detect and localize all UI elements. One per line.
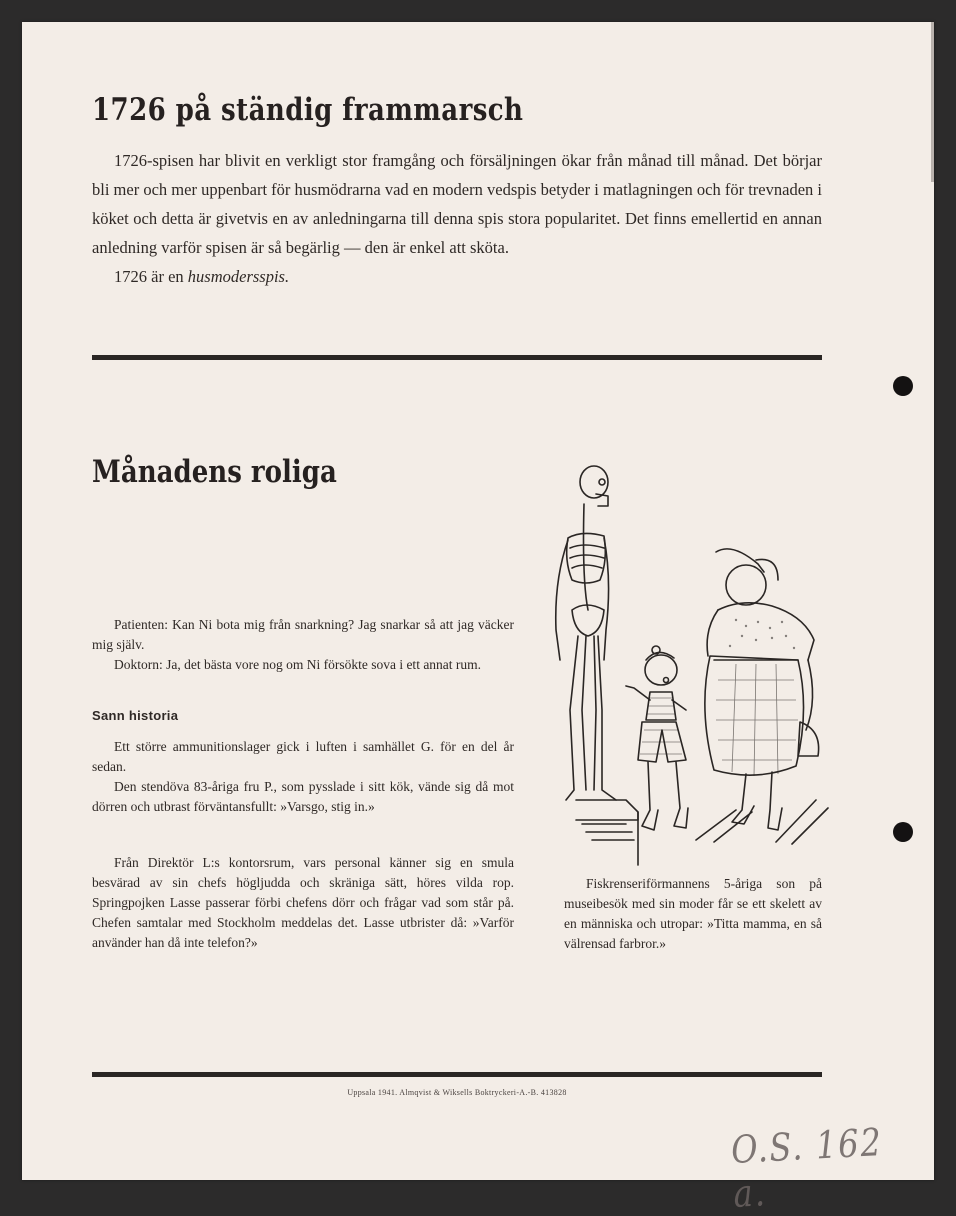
punch-hole-lower: [893, 822, 913, 842]
story-director-text: Från Direktör L:s kontorsrum, vars personal känner sig en smula besvärad av sin chefs högljudda och skräniga sätt, höres vilda rop. Springpojken Lasse passerar förbi chefens dörr och frågar vad som står på. Chefen samtalar med Stockholm meddelas det. Lasse utbrister då: »Varför använder han då inte telefon?»: [92, 855, 514, 950]
page-edge-shadow: [931, 22, 934, 182]
punch-hole-upper: [893, 376, 913, 396]
illustration-caption: [564, 874, 822, 954]
handwritten-archive-note: O.S. 162 a.: [730, 1120, 884, 1216]
story-ammunition-line2: Den stendöva 83-åriga fru P., som pysslade i sitt kök, vände sig då mot dörren och utbrast förväntansfullt: »Varsgo, stig in.»: [92, 779, 514, 814]
printer-imprint: Uppsala 1941. Almqvist & Wiksells Boktryckeri-A.-B. 413828: [347, 1088, 567, 1097]
subheading-true-story: Sann historia: [92, 708, 179, 723]
story-ammunition-line1: Ett större ammunitionslager gick i luften i samhället G. för en del år sedan.: [92, 739, 514, 774]
section-title-jokes: Månadens roliga: [92, 454, 337, 490]
story-director: [92, 853, 514, 953]
section-title-1726: 1726 på ständig frammarsch: [92, 92, 524, 128]
divider-rule-bottom: [92, 1072, 822, 1077]
story-ammunition: [92, 737, 514, 817]
intro-tagline: [92, 262, 822, 291]
caption-text: Fiskrenseriförmannens 5-åriga son på museibesök med sin moder får se ett skelett av en människa och utropar: »Titta mamma, en så välrensad farbror.»: [564, 876, 822, 951]
skeleton-cartoon-illustration: [546, 460, 832, 870]
joke-patient: [92, 615, 514, 675]
divider-rule-top: [92, 355, 822, 360]
tagline-emphasis: husmodersspis.: [187, 267, 290, 286]
tagline-prefix: 1726 är en: [114, 267, 188, 286]
intro-paragraph: 1726-spisen har blivit en verkligt stor framgång och försäljningen ökar från månad till månad. Det börjar bli mer och mer uppenbart för husmödrarna vad en modern vedspis betyder i matlagningen och för trevnaden i köket och detta är givetvis en av anledningarna till denna spis stora popularitet. Det finns emellertid en annan anledning varför spisen är så begärlig — den är enkel att sköta.: [92, 151, 822, 257]
joke-doctor-line: Doktorn: Ja, det bästa vore nog om Ni försökte sova i ett annat rum.: [114, 657, 482, 672]
joke-patient-line: Patienten: Kan Ni bota mig från snarkning? Jag snarkar så att jag väcker mig själv.: [92, 617, 514, 652]
intro-text: [92, 146, 822, 291]
